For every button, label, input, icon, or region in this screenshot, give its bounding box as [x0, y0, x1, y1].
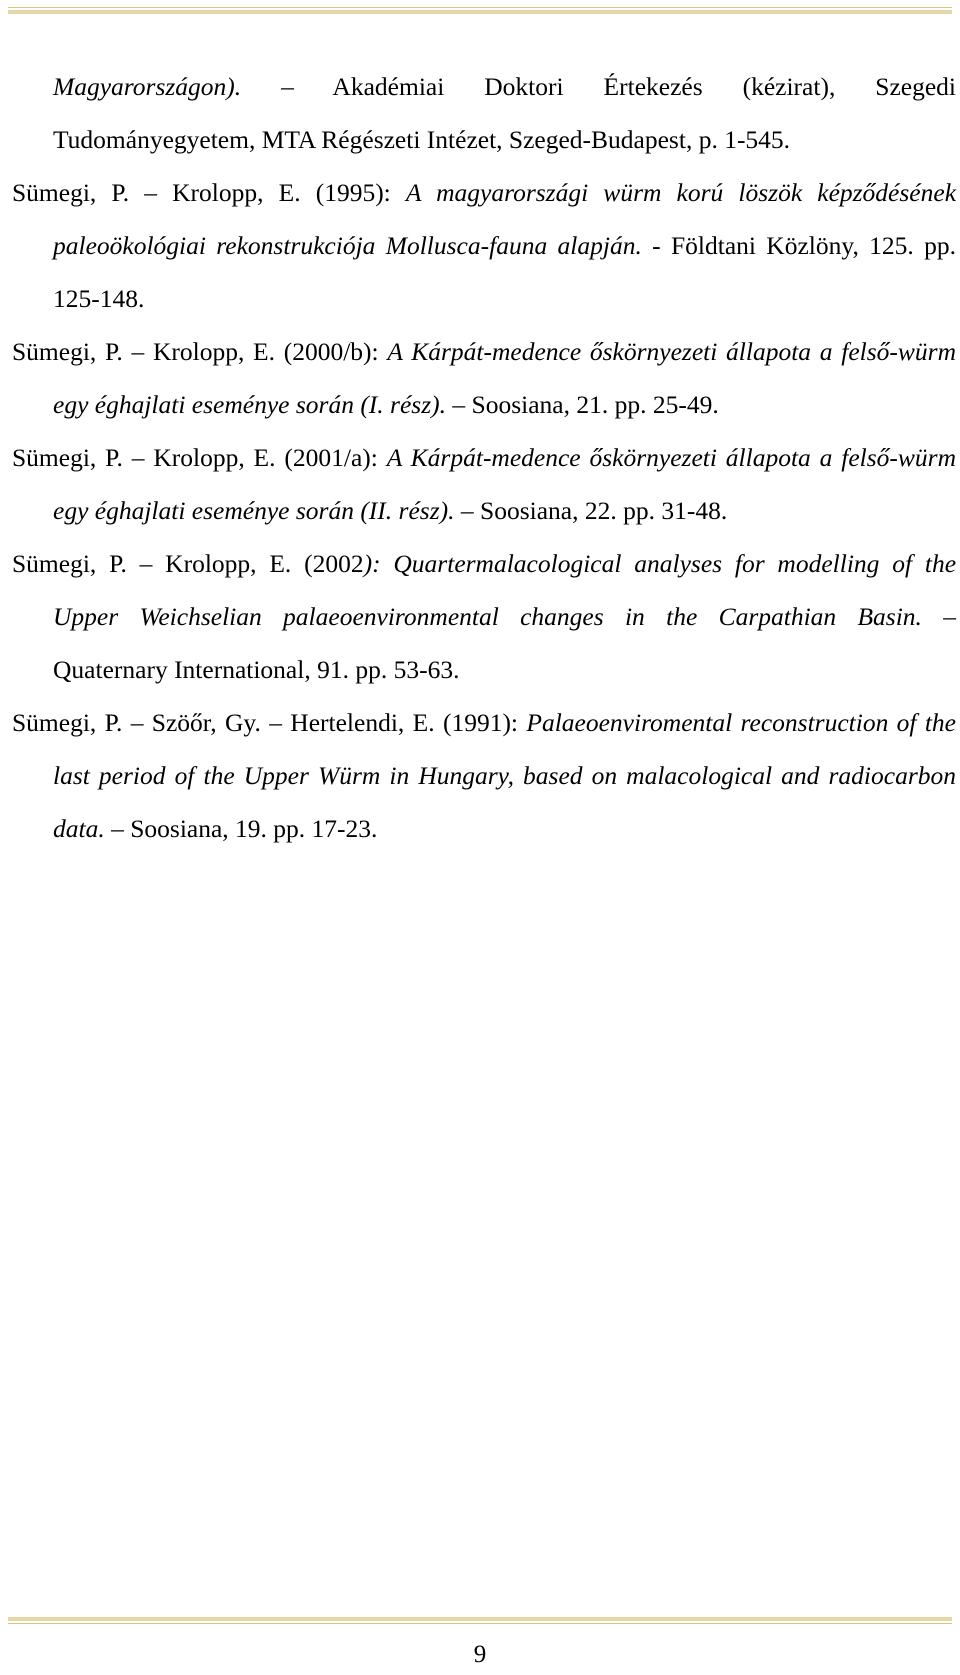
- reference-year: (2000/b):: [275, 337, 388, 366]
- reference-authors: Sümegi, P. – Krolopp, E.: [12, 549, 292, 578]
- reference-entry: [12, 431, 956, 537]
- reference-source: – Soosiana, 22. pp. 31-48.: [454, 496, 728, 525]
- reference-year: (2001/a):: [275, 443, 387, 472]
- reference-source: – Quaternary International, 91. pp. 53-63.: [53, 602, 956, 684]
- reference-authors: Sümegi, P. – Szöőr, Gy. – Hertelendi, E.: [12, 708, 435, 737]
- page-number: 9: [473, 1641, 487, 1668]
- reference-source: – Soosiana, 19. pp. 17-23.: [104, 814, 378, 843]
- reference-title: A Kárpát-medence őskörnyezeti állapota a felső-würm egy éghajlati eseménye során (II. rész).: [53, 443, 957, 525]
- reference-list: [12, 60, 956, 855]
- reference-source: – Soosiana, 21. pp. 25-49.: [446, 390, 719, 419]
- header-rule: [8, 7, 952, 14]
- reference-authors: Sümegi, P. – Krolopp, E.: [12, 443, 276, 472]
- reference-title: Magyarországon).: [53, 72, 242, 101]
- reference-entry: [12, 325, 956, 431]
- reference-entry: [12, 537, 956, 696]
- reference-title: A Kárpát-medence őskörnyezeti állapota a felső-würm egy éghajlati eseménye során (I. rész).: [53, 337, 957, 419]
- reference-entry: [12, 60, 956, 166]
- header-rule-thin-line: [8, 7, 952, 8]
- footer-rule-thick-line: [8, 1617, 952, 1621]
- reference-year: (1995):: [300, 178, 406, 207]
- footer-rule-thin-line: [8, 1623, 952, 1624]
- footer-rule: [8, 1617, 952, 1624]
- reference-source: - Földtani Közlöny, 125. pp. 125-148.: [53, 231, 956, 313]
- reference-title: Palaeoenviromental reconstruction of the last period of the Upper Würm in Hungary, based on malacological and radiocarbon data.: [53, 708, 957, 843]
- reference-source: – Akadémiai Doktori Értekezés (kézirat), Szegedi Tudományegyetem, MTA Régészeti Intézet, Szeged-Budapest, p. 1-545.: [53, 72, 956, 154]
- reference-entry: [12, 166, 956, 325]
- reference-title: A magyarországi würm korú löszök képződésének paleoökológiai rekonstrukciója Mollusca-fauna alapján.: [53, 178, 957, 260]
- reference-authors: Sümegi, P. – Krolopp, E.: [12, 178, 301, 207]
- reference-title: ): Quartermalacological analyses for modelling of the Upper Weichselian palaeoenvironmental changes in the Carpathian Basin.: [53, 549, 957, 631]
- reference-year: (1991):: [434, 708, 527, 737]
- header-rule-thick-line: [8, 10, 952, 14]
- reference-year: (2002: [291, 549, 364, 578]
- reference-entry: [12, 696, 956, 855]
- reference-authors: Sümegi, P. – Krolopp, E.: [12, 337, 275, 366]
